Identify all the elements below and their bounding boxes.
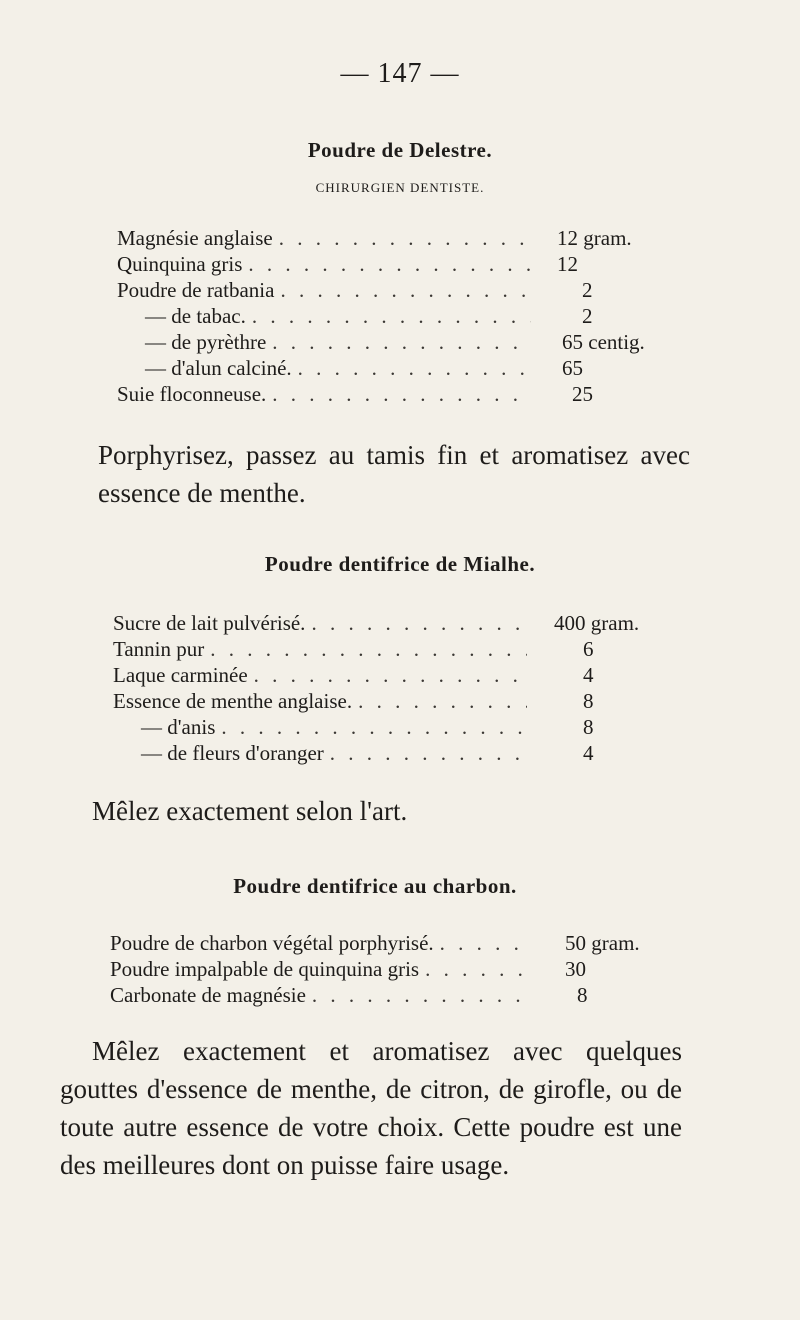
recipe-list-mialhe — [113, 610, 640, 766]
recipe-item: Essence de menthe anglaise. . . . 8 — [113, 688, 533, 714]
recipe-item: Carbonate de magnésie . . . 8 — [110, 982, 530, 1008]
recipe-item: — d'alun calciné. . . . 65 — [117, 355, 537, 381]
recipe-item: Poudre de charbon végétal porphyrisé. . . . 50 gram. — [110, 930, 530, 956]
recipe-item: Laque carminée . . . 4 — [113, 662, 533, 688]
instructions-delestre: Porphyrisez, passez au tamis fin et aromatisez avec essence de menthe. — [98, 440, 690, 508]
recipe-list-charbon — [110, 930, 640, 1008]
recipe-item: Tannin pur . . . 6 — [113, 636, 533, 662]
section-title-mialhe: Poudre dentifrice de Mialhe. — [264, 552, 536, 576]
recipe-item: Magnésie anglaise . . . 12 gram. — [117, 225, 537, 251]
instructions-charbon: Mêlez exactement et aromatisez avec quelques gouttes d'essence de menthe, de citron, de girofle, ou de toute autre essence de votre choix. Cette poudre est une des meilleures dont on puisse faire usage. — [60, 1036, 682, 1180]
recipe-item: — de pyrèthre . . . 65 centig. — [117, 329, 537, 355]
recipe-item: Quinquina gris . . . 12 — [117, 251, 537, 277]
recipe-item: Suie floconneuse. . . . 25 — [117, 381, 537, 407]
recipe-item: — de tabac. . . . 2 — [117, 303, 537, 329]
recipe-item: Sucre de lait pulvérisé. . . . 400 gram. — [113, 610, 533, 636]
instructions-mialhe: Mêlez exactement selon l'art. — [92, 796, 408, 826]
recipe-item: Poudre de ratbania . . . 2 — [117, 277, 537, 303]
section-title-delestre: Poudre de Delestre. — [307, 138, 493, 162]
section-title-charbon: Poudre dentifrice au charbon. — [233, 874, 517, 898]
recipe-item: Poudre impalpable de quinquina gris . . . 30 — [110, 956, 530, 982]
recipe-item: — de fleurs d'oranger . . . 4 — [113, 740, 533, 766]
section-subtitle-delestre: CHIRURGIEN DENTISTE. — [315, 180, 485, 195]
recipe-list-delestre — [117, 225, 645, 407]
recipe-item: — d'anis . . . 8 — [113, 714, 533, 740]
page-number: — 147 — — [340, 58, 460, 89]
